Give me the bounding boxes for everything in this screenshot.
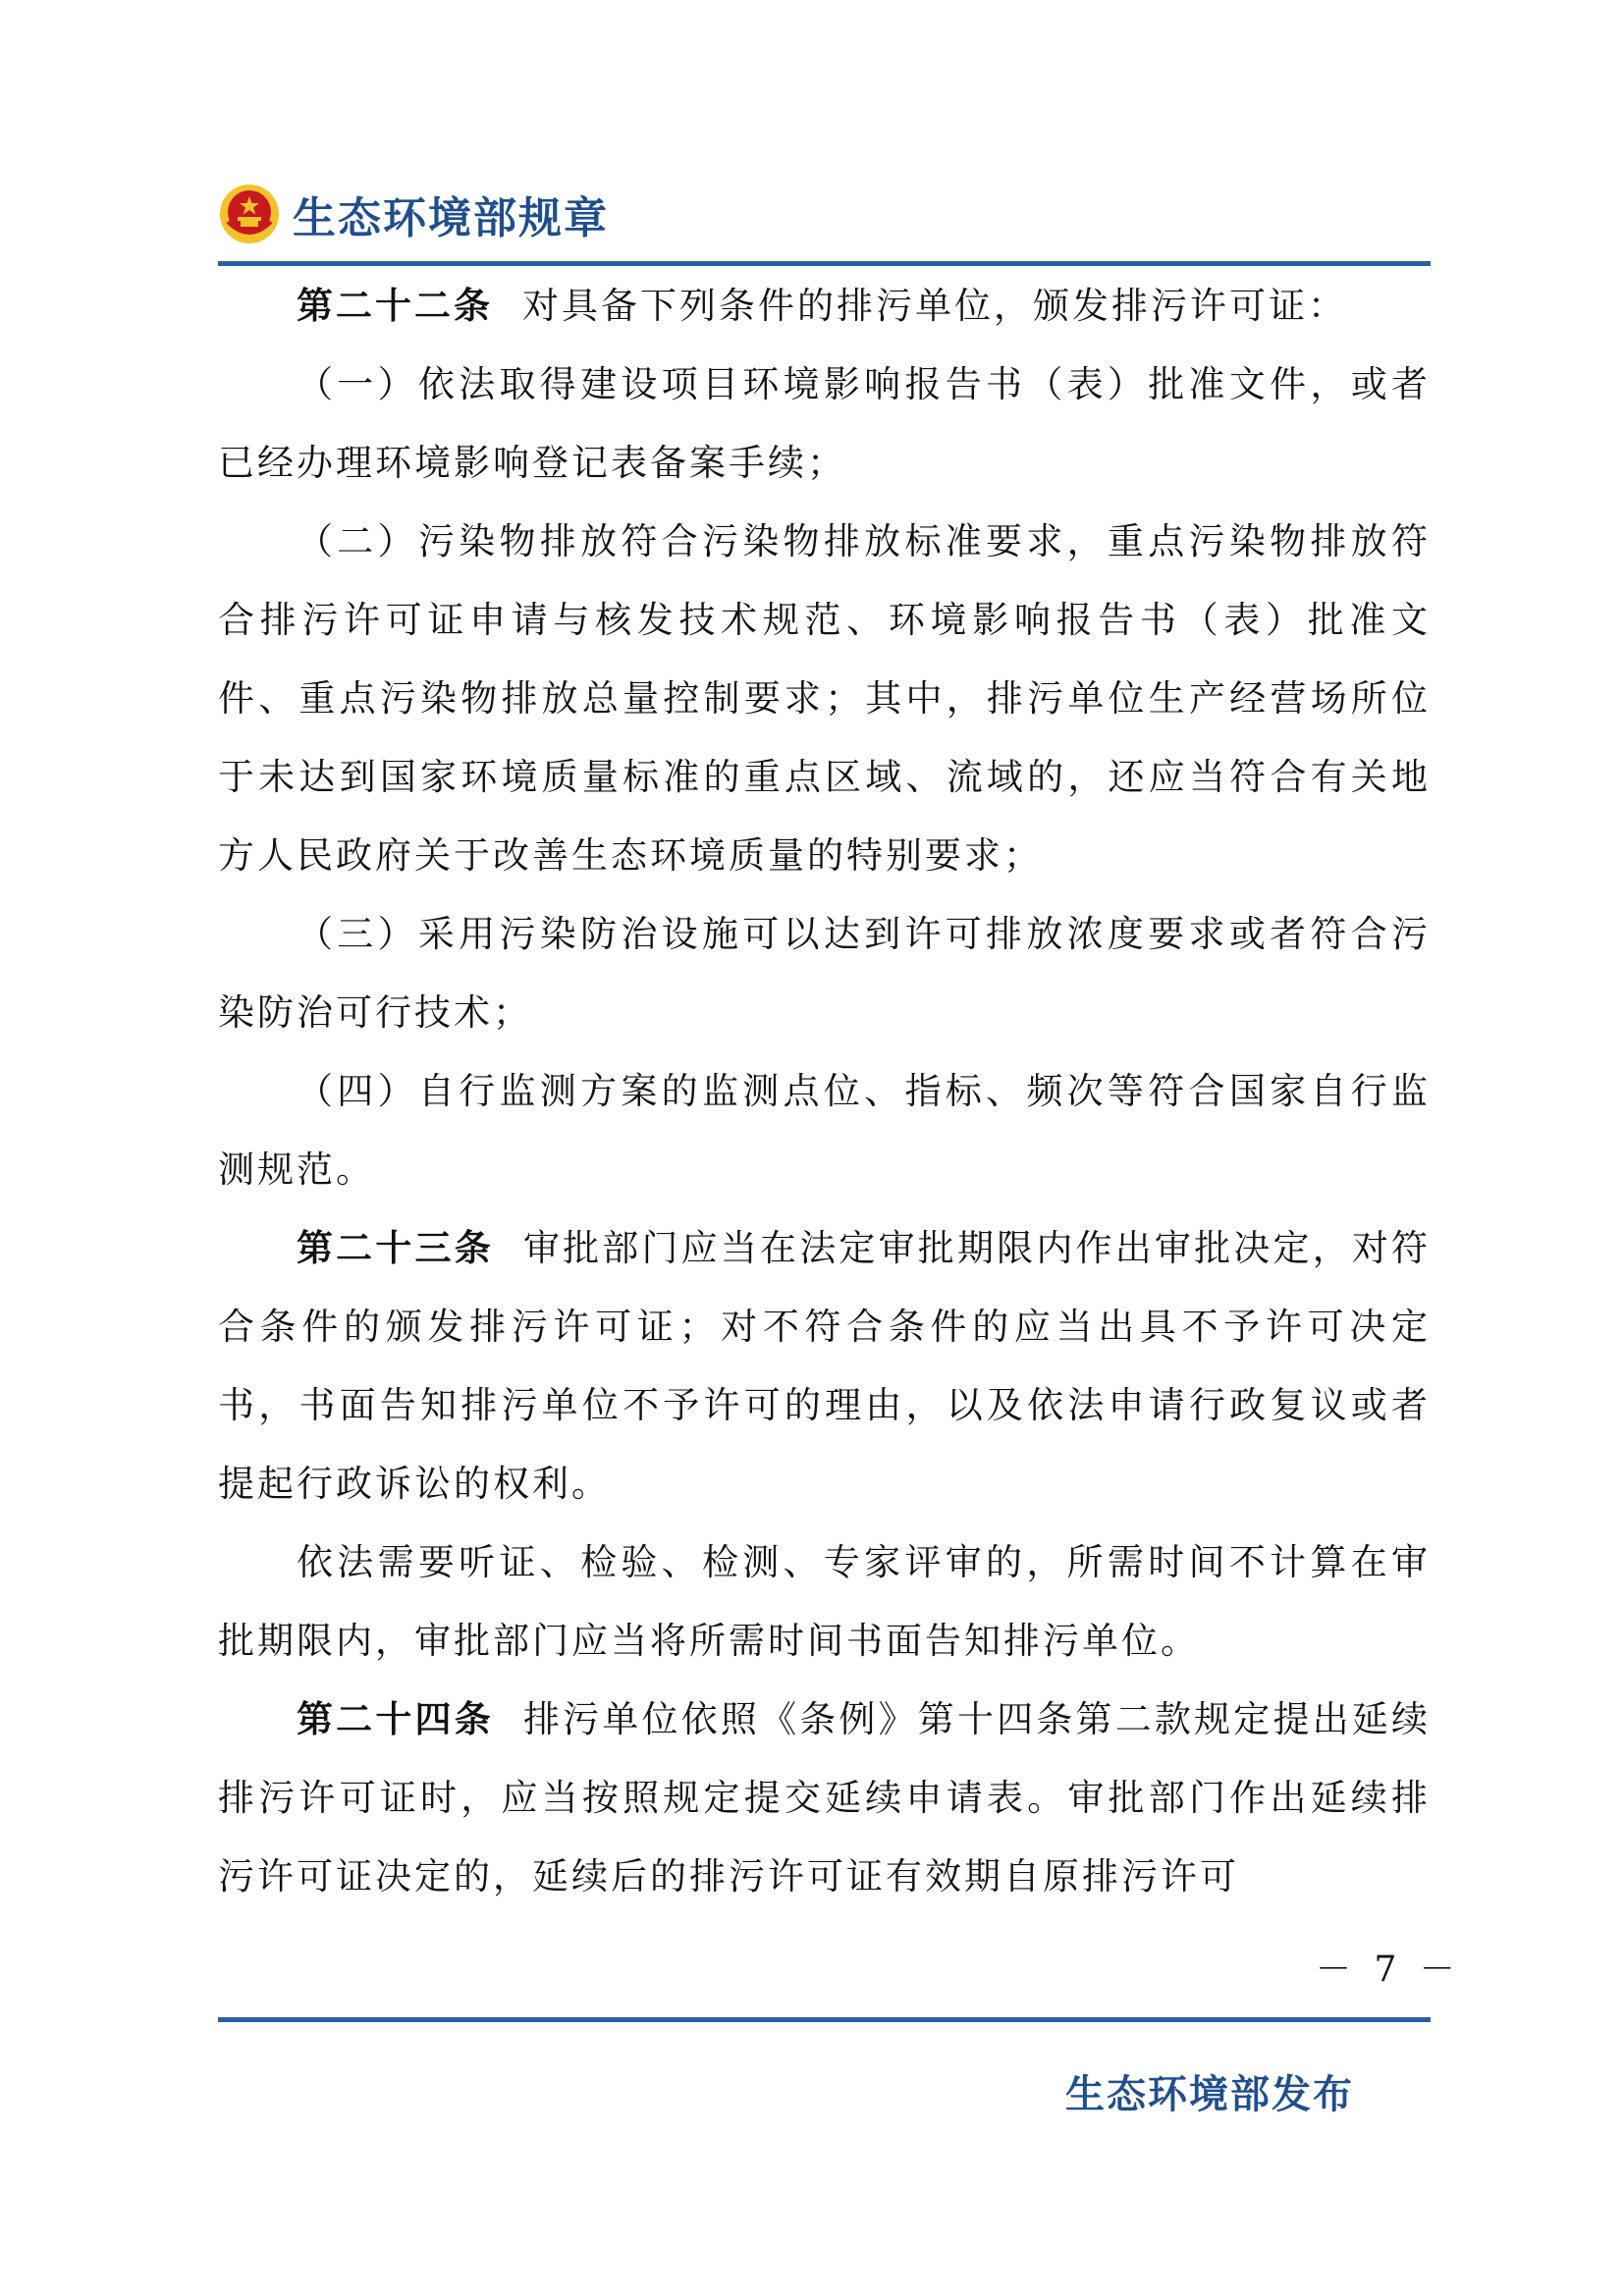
article-22-heading: 第二十二条 xyxy=(297,285,493,327)
page-header xyxy=(218,175,609,253)
footer-divider xyxy=(218,2017,1431,2022)
article-22-text: 对具备下列条件的排污单位，颁发排污许可证： xyxy=(522,285,1347,327)
header-divider xyxy=(218,261,1431,266)
article-22-item-1: （一）依法取得建设项目环境影响报告书（表）批准文件，或者已经办理环境影响登记表备案手续； xyxy=(218,363,1431,484)
article-22-item-4: （四）自行监测方案的监测点位、指标、频次等符合国家自行监测规范。 xyxy=(218,1070,1431,1191)
page-number: － 7 － xyxy=(1316,1949,1461,1990)
article-23-paragraph-2: 依法需要听证、检验、检测、专家评审的，所需时间不计算在审批期限内，审批部门应当将所需时间书面告知排污单位。 xyxy=(218,1541,1431,1662)
national-emblem-icon xyxy=(218,183,281,245)
article-23-text: 审批部门应当在法定审批期限内作出审批决定，对符合条件的颁发排污许可证；对不符合条件的应当出具不予许可决定书，书面告知排污单位不予许可的理由，以及依法申请行政复议或者提起行政诉讼的权利。 xyxy=(218,1227,1432,1505)
header-title: 生态环境部规章 xyxy=(293,193,609,243)
article-24-text: 排污单位依照《条例》第十四条第二款规定提出延续排污许可证时，应当按照规定提交延续申请表。审批部门作出延续排污许可证决定的，延续后的排污许可证有效期自原排污许可 xyxy=(218,1698,1432,1897)
article-23-heading: 第二十三条 xyxy=(297,1227,494,1269)
footer-publisher: 生态环境部发布 xyxy=(1065,2072,1354,2117)
article-24-paragraph-1 xyxy=(218,1681,1431,1916)
article-24-heading: 第二十四条 xyxy=(297,1698,494,1740)
document-body xyxy=(218,267,1431,1916)
article-22-item-2: （二）污染物排放符合污染物排放标准要求，重点污染物排放符合排污许可证申请与核发技术规范、环境影响报告书（表）批准文件、重点污染物排放总量控制要求；其中，排污单位生产经营场所位于未达到国家环境质量标准的重点区域、流域的，还应当符合有关地方人民政府关于改善生态环境质量的特别要求； xyxy=(218,520,1431,877)
article-22-intro xyxy=(218,267,1431,346)
article-22-item-3: （三）采用污染防治设施可以达到许可排放浓度要求或者符合污染防治可行技术； xyxy=(218,913,1431,1034)
article-23-paragraph-1 xyxy=(218,1209,1431,1523)
